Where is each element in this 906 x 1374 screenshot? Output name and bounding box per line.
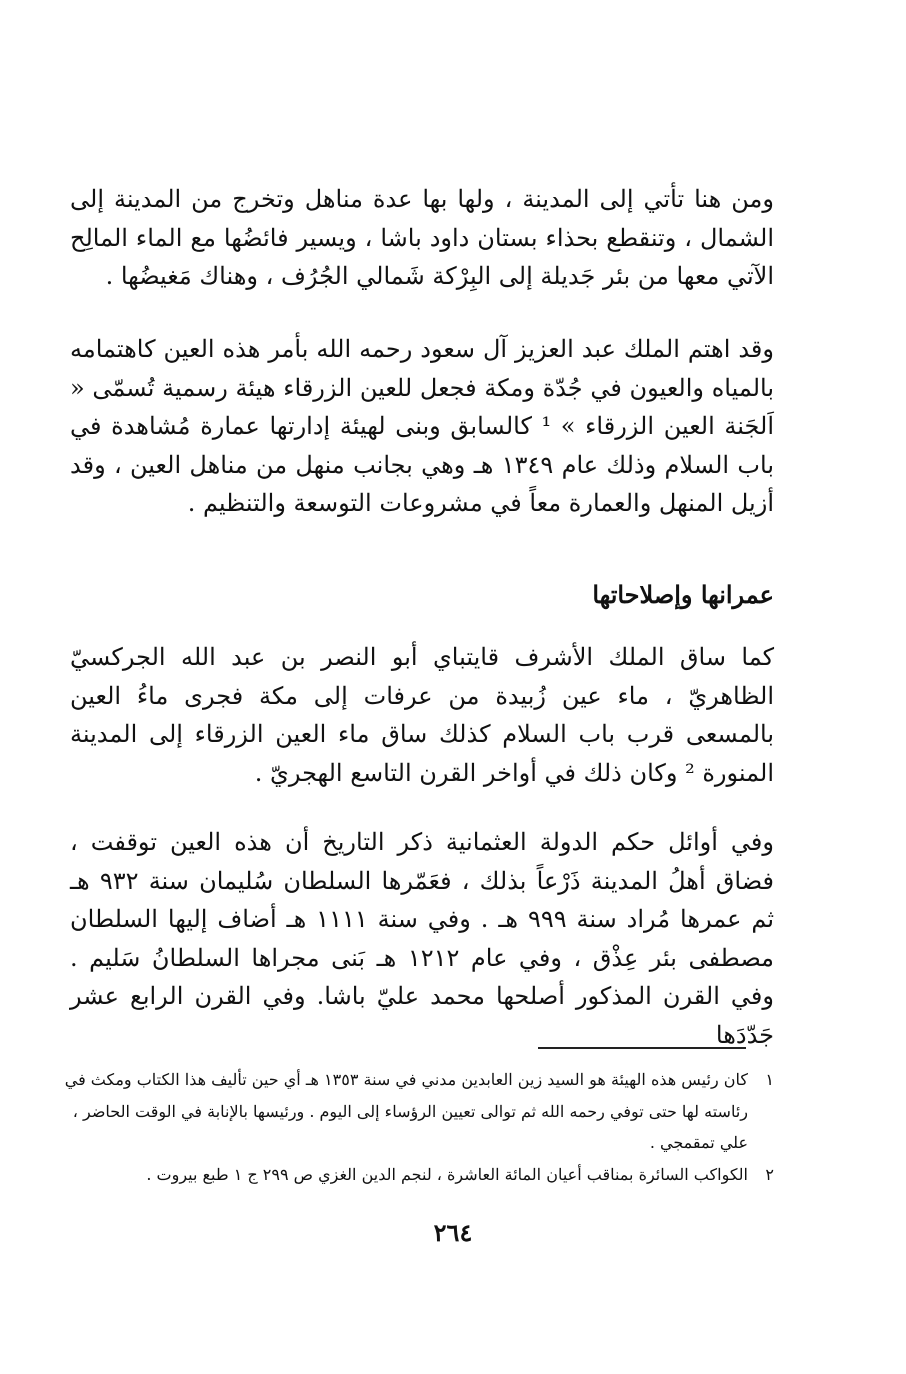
footnote-separator [538, 1047, 746, 1049]
paragraph-king-abdulaziz: وقد اهتم الملك عبد العزيز آل سعود رحمه الله بأمر هذه العين كاهتمامه بالمياه والعيون في جُدّة ومكة فجعل للعين الزرقاء هيئة رسمية تُسمّى « اَلجَنة العين الزرقاء » ¹ كالسابق وبنى لهيئة إدارتها عمارة مُشاهدة في باب السلام وذلك عام ١٣٤٩ هـ وهي بجانب منهل من مناهل العين ، وقد أزيل المنهل والعمارة معاً في مشروعات التوسعة والتنظيم . [70, 335, 774, 517]
footnote-marker: ١ [765, 1070, 774, 1089]
section-heading: عمرانها وإصلاحاتها [592, 580, 774, 609]
footnote-marker: ٢ [765, 1164, 774, 1184]
footnote-text: الكواكب السائرة بمناقب أعيان المائة العاشرة ، لنجم الدين الغزي ص ٢٩٩ ج ١ طبع بيروت . [146, 1164, 748, 1184]
footnote-1 [62, 1064, 774, 1159]
footnote-text: كان رئيس هذه الهيئة هو السيد زين العابدين مدني في سنة ١٣٥٣ هـ أي حين تأليف هذا الكتاب ومكث في رئاسته لها حتى توفي رحمه الله ثم توالى تعيين الرؤساء إلى اليوم . ورئيسها بالإنابة في الوقت الحاضر ، علي تمقمجي . [64, 1070, 748, 1152]
page-number: ٢٦٤ [433, 1218, 473, 1247]
footnotes [62, 1064, 774, 1190]
paragraph-water-course: ومن هنا تأتي إلى المدينة ، ولها بها عدة مناهل وتخرج من المدينة إلى الشمال ، وتنقطع بحذاء بستان داود باشا ، ويسير فائضُها مع الماء المالِح الآتي معها من بئر جَديلة إلى البِرْكة شَمالي الجُرُف ، وهناك مَغيضُها . [70, 185, 774, 290]
paragraph-ottoman-era: وفي أوائل حكم الدولة العثمانية ذكر التاريخ أن هذه العين توقفت ، فضاق أهلُ المدينة ذَرْعاً بذلك ، فعَمّرها السلطان سُليمان سنة ٩٣٢ هـ ثم عمرها مُراد سنة ٩٩٩ هـ . وفي سنة ١١١١ هـ أضاف إليها السلطان مصطفى بئر عِذْق ، وفي عام ١٢١٢ هـ بَنى مجراها السلطانُ سَليم . وفي القرن المذكور أصلحها محمد عليّ باشا. وفي القرن الرابع عشر جَدّدَها [70, 828, 775, 1049]
paragraph-qaitbay: كما ساق الملك الأشرف قايتباي أبو النصر بن عبد الله الجركسيّ الظاهريّ ، ماء عين زُبيدة من عرفات إلى مكة فجرى ماءُ العين بالمسعى قرب باب السلام كذلك ساق ماء العين الزرقاء إلى المدينة المنورة ² وكان ذلك في أواخر القرن التاسع الهجريّ . [70, 643, 774, 787]
footnote-2 [62, 1159, 774, 1191]
